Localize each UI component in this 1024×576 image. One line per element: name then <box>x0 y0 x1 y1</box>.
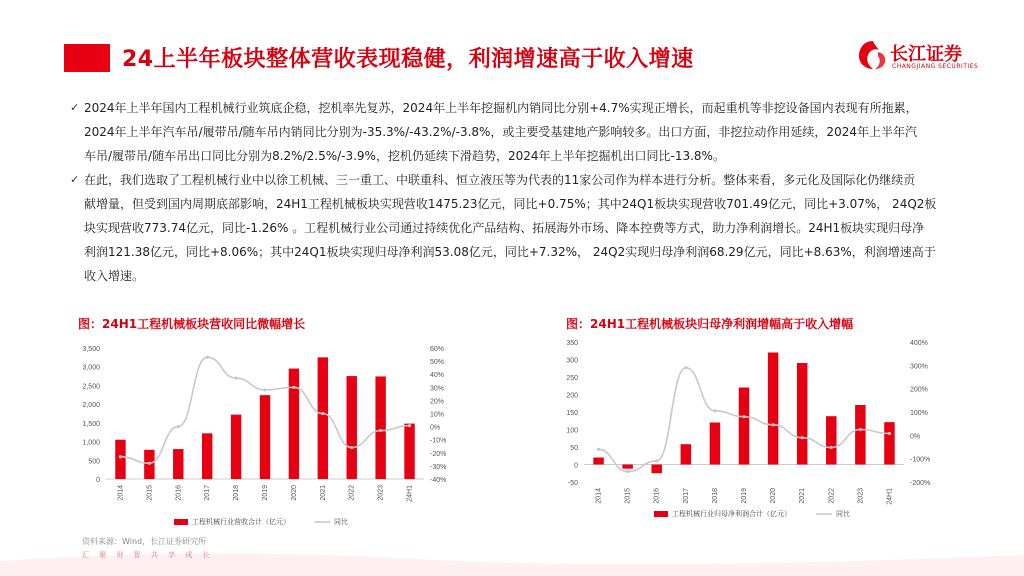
left-tick-label: 0 <box>574 462 578 470</box>
bar-24H1 <box>884 422 894 464</box>
bar-2022 <box>347 376 357 479</box>
bar-2018 <box>231 415 241 479</box>
category-label: 2022 <box>348 485 356 501</box>
bar-2022 <box>826 416 836 464</box>
bar-2014 <box>593 458 603 465</box>
right-tick-label: 60% <box>430 346 445 353</box>
yoy-point-2017 <box>206 356 209 359</box>
bar-2019 <box>739 388 749 465</box>
right-tick-label: -40% <box>430 477 447 484</box>
revenue-chart <box>70 336 470 532</box>
category-label: 2021 <box>799 488 807 504</box>
category-label: 2019 <box>262 485 269 501</box>
left-tick-label: -50 <box>567 480 578 487</box>
right-tick-label: 300% <box>910 363 928 371</box>
yoy-point-2018 <box>713 409 716 412</box>
bar-2021 <box>318 357 328 479</box>
category-label: 2014 <box>595 488 603 504</box>
right-tick-label: -20% <box>430 450 447 458</box>
legend-bar-swatch <box>174 519 188 525</box>
category-label: 2016 <box>175 485 183 501</box>
category-label: 2019 <box>741 488 748 504</box>
yoy-point-2017 <box>684 366 687 369</box>
logo-emblem-icon <box>856 38 890 72</box>
legend-bar-label: 工程机械行业营收合计（亿元） <box>192 519 290 526</box>
yoy-point-2014 <box>119 455 122 458</box>
yoy-point-2018 <box>234 377 237 380</box>
legend-bar-swatch <box>654 511 668 517</box>
left-tick-label: 300 <box>566 357 578 365</box>
bullet-line: 利润121.38亿元，同比+8.06%；其中24Q1板块实现归母净利润53.08亿元，同比+7.32%， 24Q2实现归母净利润68.29亿元，同比+8.63%，利润增速高于 <box>84 245 936 259</box>
yoy-point-2015 <box>148 462 151 465</box>
bar-2015 <box>622 465 632 469</box>
category-label: 2017 <box>204 485 212 501</box>
left-tick-label: 3,500 <box>82 346 100 353</box>
yoy-point-2019 <box>742 415 745 418</box>
bullet-line: 献增量，但受到国内周期底部影响，24H1工程机械板块实现营收1475.23亿元，同比+0.75%；其中24Q1板块实现营收701.49亿元，同比+3.07%， 24Q2板 <box>84 197 937 211</box>
right-tick-label: 0% <box>910 433 921 441</box>
yoy-point-2021 <box>801 436 804 439</box>
bar-2016 <box>651 465 661 474</box>
bar-2018 <box>710 423 720 465</box>
bullet-line: 块实现营收773.74亿元，同比-1.26% 。工程机械行业公司通过持续优化产品结构、拓展海外市场、降本控费等方式，助力净利润增长。24H1板块实现归母净 <box>84 221 925 235</box>
right-tick-label: 50% <box>430 359 445 367</box>
category-label: 24H1 <box>886 488 894 505</box>
legend-line-label: 同比 <box>836 511 850 518</box>
right-tick-label: 100% <box>910 410 928 417</box>
category-label: 2016 <box>653 488 661 504</box>
left-tick-label: 500 <box>88 458 100 466</box>
bar-2023 <box>375 376 385 479</box>
left-tick-label: 3,000 <box>82 364 100 372</box>
logo-subtext: CHANGJIANG SECURITIES <box>892 63 979 70</box>
yoy-point-2022 <box>830 446 833 449</box>
page-title: 24上半年板块整体营收表现稳健，利润增速高于收入增速 <box>122 47 694 72</box>
category-label: 2014 <box>117 485 125 501</box>
bar-2020 <box>768 353 778 465</box>
yoy-point-2023 <box>379 429 382 432</box>
category-label: 2015 <box>146 485 154 501</box>
yoy-point-2016 <box>177 425 180 428</box>
check-icon: ✓ <box>70 101 80 114</box>
yoy-point-2016 <box>655 459 658 462</box>
bullet-line: 收入增速。 <box>84 269 145 283</box>
right-tick-label: 0% <box>430 424 441 432</box>
title-accent-bar <box>64 44 110 72</box>
bullet-line: 在此，我们选取了工程机械行业中以徐工机械、三一重工、中联重科、恒立液压等为代表的11家公司作为样本进行分析。整体来看，多元化及国际化仍继续贡 <box>84 173 916 187</box>
bar-2016 <box>173 449 183 479</box>
category-label: 2017 <box>682 488 690 504</box>
bullet-line: 车吊/履带吊/随车吊出口同比分别为8.2%/2.5%/-3.9%，挖机仍延续下滑趋势，2024年上半年挖掘机出口同比-13.8%。 <box>84 149 725 163</box>
yoy-point-2020 <box>771 423 774 426</box>
bar-2021 <box>797 363 807 465</box>
right-tick-label: 400% <box>910 340 928 347</box>
left-tick-label: 1,500 <box>82 420 100 428</box>
left-tick-label: 2,000 <box>82 402 100 410</box>
left-tick-label: 50 <box>570 445 578 452</box>
chart-title-profit: 图：24H1工程机械板块归母净利润增幅高于收入增幅 <box>566 317 854 331</box>
brand-logo <box>856 38 979 78</box>
left-tick-label: 100 <box>566 427 578 435</box>
category-label: 2022 <box>828 488 836 504</box>
bullet-item <box>70 168 970 288</box>
yoy-point-2021 <box>321 412 324 415</box>
left-tick-label: 350 <box>566 340 578 347</box>
right-tick-label: -100% <box>910 456 931 464</box>
bar-2017 <box>202 433 212 479</box>
category-label: 2021 <box>319 485 327 501</box>
yoy-point-24H1 <box>888 432 891 435</box>
left-tick-label: 0 <box>96 477 100 484</box>
right-tick-label: 20% <box>430 398 445 406</box>
profit-chart <box>550 336 970 532</box>
category-label: 2023 <box>857 488 865 504</box>
yoy-point-2022 <box>350 446 353 449</box>
right-tick-label: 30% <box>430 385 445 393</box>
check-icon: ✓ <box>70 173 80 186</box>
yoy-point-2019 <box>263 388 266 391</box>
left-tick-label: 250 <box>566 375 578 382</box>
category-label: 2018 <box>711 488 719 504</box>
legend-line-label: 同比 <box>334 519 348 526</box>
right-tick-label: -10% <box>430 437 447 445</box>
bar-2019 <box>260 395 270 479</box>
category-label: 2020 <box>770 488 778 504</box>
right-tick-label: 40% <box>430 372 445 380</box>
source-note: 资料来源：Wind，长江证券研究所 <box>82 537 207 546</box>
summary-bullets <box>70 96 970 288</box>
right-tick-label: -30% <box>430 463 447 471</box>
yoy-point-24H1 <box>408 424 411 427</box>
category-label: 2023 <box>377 485 385 501</box>
category-label: 2015 <box>624 488 632 504</box>
left-tick-label: 200 <box>566 392 578 400</box>
yoy-point-2014 <box>597 448 600 451</box>
right-tick-label: 10% <box>430 411 445 419</box>
bar-2014 <box>115 440 125 479</box>
bar-2023 <box>855 405 865 465</box>
legend-bar-label: 工程机械行业归母净利润合计（亿元） <box>672 511 791 518</box>
yoy-point-2020 <box>292 386 295 389</box>
category-label: 2018 <box>233 485 241 501</box>
yoy-point-2015 <box>626 470 629 473</box>
category-label: 24H1 <box>406 485 414 502</box>
bar-2020 <box>289 369 299 479</box>
left-tick-label: 2,500 <box>82 383 100 391</box>
right-tick-label: -200% <box>910 480 931 487</box>
yoy-point-2023 <box>859 428 862 431</box>
category-label: 2020 <box>290 485 298 501</box>
left-tick-label: 150 <box>566 410 578 417</box>
logo-text: 长江证券 <box>890 44 962 65</box>
footer-slogan: 汇 聚 财 智 共 享 成 长 <box>82 551 214 559</box>
bar-2017 <box>681 444 691 464</box>
chart-title-revenue: 图：24H1工程机械板块营收同比微幅增长 <box>78 317 306 331</box>
bullet-item <box>70 96 970 168</box>
right-tick-label: 200% <box>910 386 928 394</box>
left-tick-label: 1,000 <box>82 439 100 447</box>
bar-24H1 <box>404 424 414 479</box>
bullet-line: 2024年上半年国内工程机械行业筑底企稳，挖机率先复苏，2024年上半年挖掘机内销同比分别+4.7%实现正增长，而起重机等非挖设备国内表现有所拖累， <box>84 101 918 115</box>
bullet-line: 2024年上半年汽车吊/履带吊/随车吊内销同比分别为-35.3%/-43.2%/-3.8%，或主要受基建地产影响较多。出口方面，非挖拉动作用延续，2024年上半年汽 <box>84 125 917 139</box>
